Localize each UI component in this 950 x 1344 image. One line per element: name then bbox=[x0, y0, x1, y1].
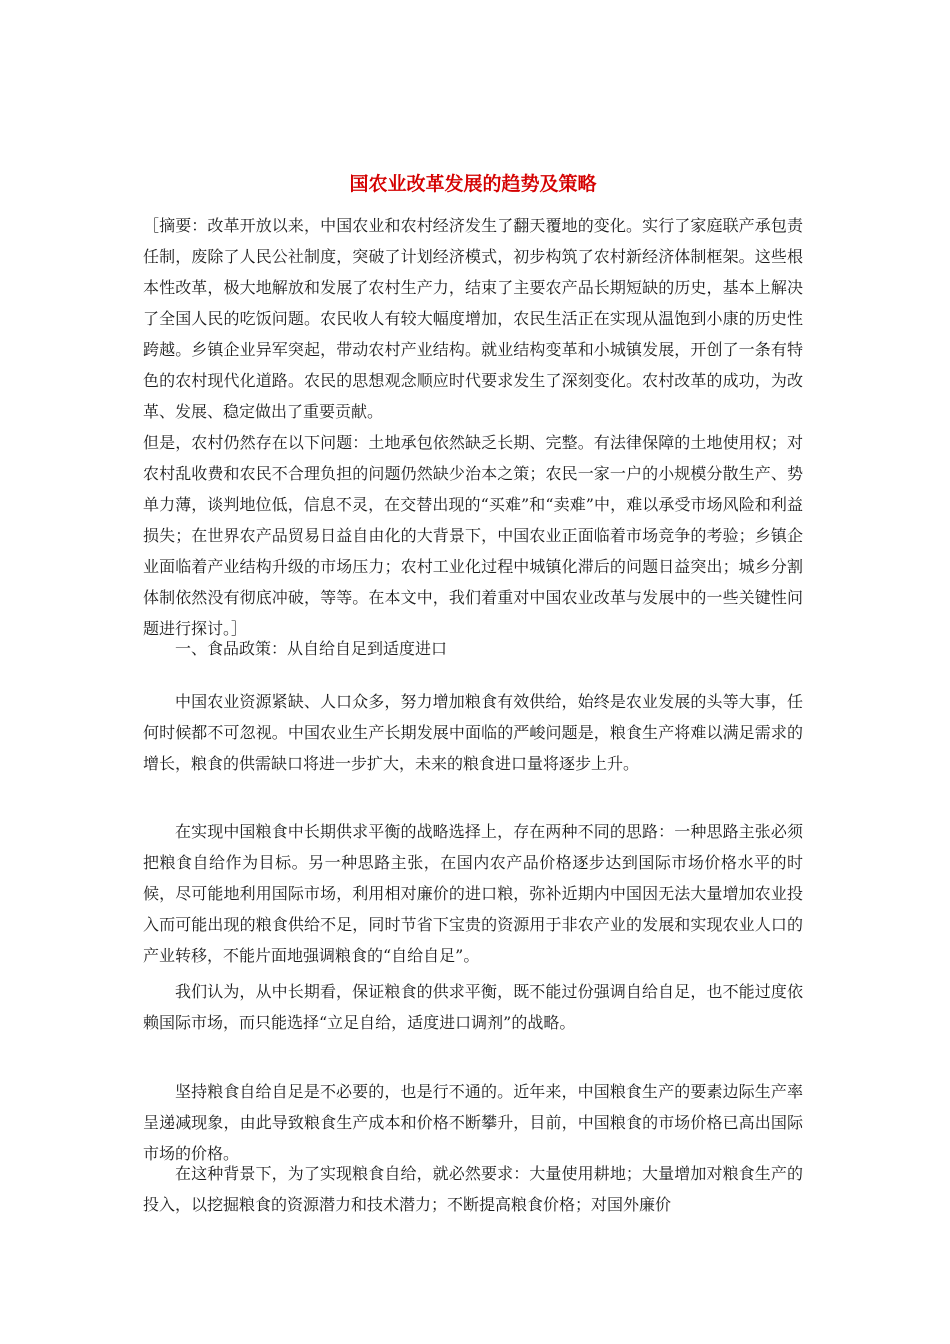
section-1-heading: 一、食品政策：从自给自足到适度进口 bbox=[175, 639, 448, 658]
body-paragraph-block-3 bbox=[143, 976, 803, 1038]
abstract-block bbox=[143, 210, 803, 644]
document-title: 国农业改革发展的趋势及策略 bbox=[349, 173, 597, 195]
section-heading-block bbox=[143, 633, 803, 664]
body-paragraph-block-2 bbox=[143, 816, 803, 971]
abstract-paragraph-1: ［摘要：改革开放以来，中国农业和农村经济发生了翻天覆地的变化。实行了家庭联产承包责任制，废除了人民公社制度，突破了计划经济模式，初步构筑了农村新经济体制框架。这些根本性改革，极大地解放和发展了农村生产力，结束了主要农产品长期短缺的历史，基本上解决了全国人民的吃饭问题。农民收人有较大幅度增加，农民生活正在实现从温饱到小康的历史性跨越。乡镇企业异军突起，带动农村产业结构。就业结构变革和小城镇发展，开创了一条有特色的农村现代化道路。农民的思想观念顺应时代要求发生了深刻变化。农村改革的成功，为改革、发展、稳定做出了重要贡献。 bbox=[143, 216, 803, 421]
body-paragraph-1: 中国农业资源紧缺、人口众多，努力增加粮食有效供给，始终是农业发展的头等大事，任何时候都不可忽视。中国农业生产长期发展中面临的严峻问题是，粮食生产将难以满足需求的增长，粮食的供需缺口将进一步扩大，未来的粮食进口量将逐步上升。 bbox=[143, 692, 803, 773]
body-paragraph-2: 在实现中国粮食中长期供求平衡的战略选择上，存在两种不同的思路：一种思路主张必须把粮食自给作为目标。另一种思路主张，在国内农产品价格逐步达到国际市场价格水平的时候，尽可能地利用国际市场，利用相对廉价的进口粮，弥补近期内中国因无法大量增加农业投入而可能出现的粮食供给不足，同时节省下宝贵的资源用于非农产业的发展和实现农业人口的产业转移，不能片面地强调粮食的“自给自足”。 bbox=[143, 822, 803, 965]
body-paragraph-5: 在这种背景下，为了实现粮食自给，就必然要求：大量使用耕地；大量增加对粮食生产的投入，以挖掘粮食的资源潜力和技术潜力；不断提高粮食价格；对国外廉价 bbox=[143, 1164, 803, 1214]
abstract-paragraph-2: 但是，农村仍然存在以下问题：土地承包依然缺乏长期、完整。有法律保障的土地使用权；对农村乱收费和农民不合理负担的问题仍然缺少治本之策；农民一家一户的小规模分散生产、势单力薄，谈判地位低，信息不灵，在交替出现的“买难”和“卖难”中，难以承受市场风险和利益损失；在世界农产品贸易日益自由化的大背景下，中国农业正面临着市场竞争的考验；乡镇企业面临着产业结构升级的市场压力；农村工业化过程中城镇化滞后的问题日益突出；城乡分割体制依然没有彻底冲破，等等。在本文中，我们着重对中国农业改革与发展中的一些关键性问题进行探讨。］ bbox=[143, 433, 803, 638]
body-paragraph-block-4 bbox=[143, 1076, 803, 1169]
body-paragraph-4: 坚持粮食自给自足是不必要的，也是行不通的。近年来，中国粮食生产的要素边际生产率呈递减现象，由此导致粮食生产成本和价格不断攀升，目前，中国粮食的市场价格已高出国际市场的价格。 bbox=[143, 1082, 803, 1163]
body-paragraph-block-1 bbox=[143, 686, 803, 779]
body-paragraph-block-5 bbox=[143, 1158, 803, 1220]
body-paragraph-3: 我们认为，从中长期看，保证粮食的供求平衡，既不能过份强调自给自足，也不能过度依赖国际市场，而只能选择“立足自给，适度进口调剂”的战略。 bbox=[143, 982, 803, 1032]
